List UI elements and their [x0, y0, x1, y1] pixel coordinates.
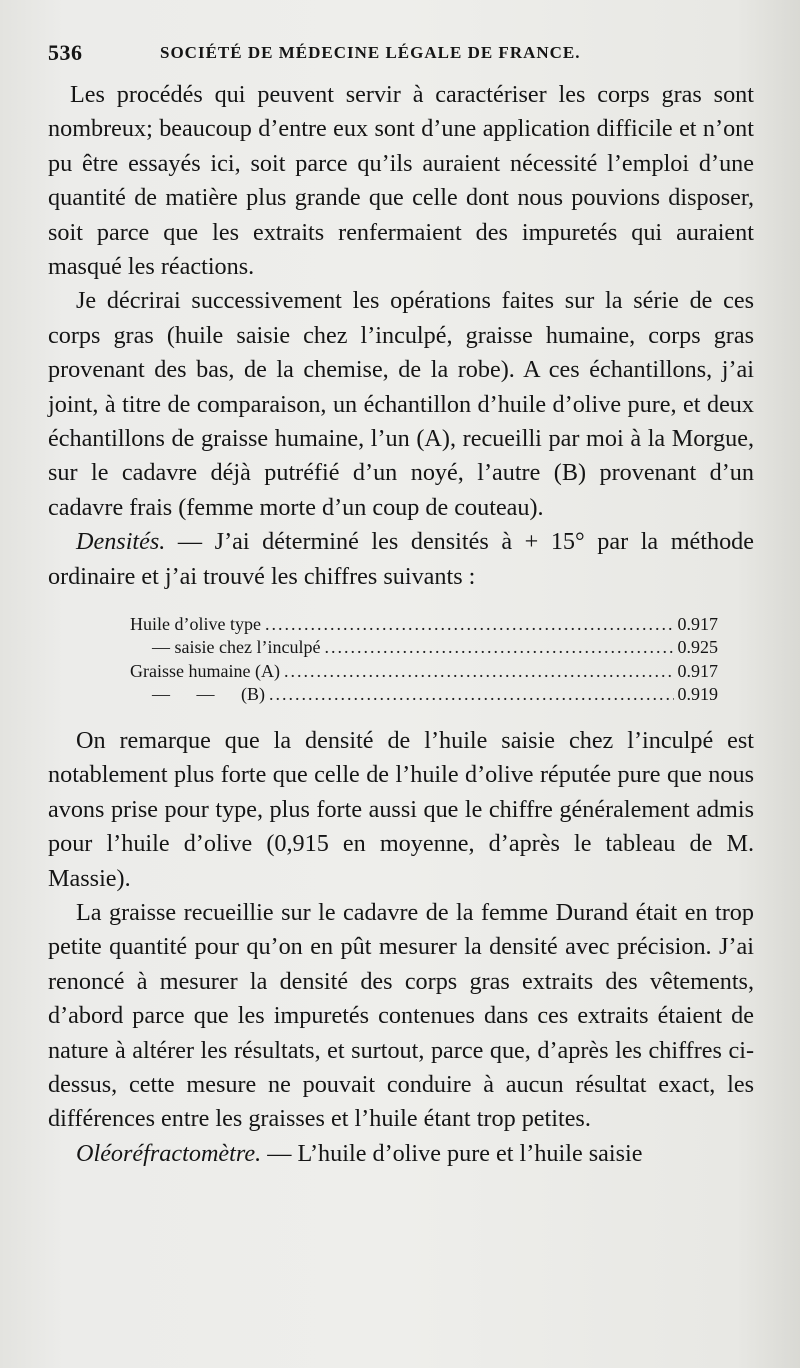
density-row [130, 683, 718, 706]
page-body [48, 78, 754, 1171]
density-value: 0.925 [677, 637, 718, 658]
section-heading-densites: Densités. [76, 528, 166, 556]
section-heading-oleorefractometre: Oléoréfractomètre. [76, 1139, 262, 1167]
density-table [130, 613, 718, 706]
leader-dots [284, 660, 674, 683]
leader-dots [269, 683, 674, 706]
leader-dots [265, 613, 674, 636]
paragraph-densites [48, 525, 754, 594]
density-label: Graisse humaine (A) [130, 660, 280, 681]
density-row [130, 660, 718, 683]
density-row [130, 613, 718, 636]
paragraph-procedes: Les procédés qui peuvent servir à caractériser les corps gras sont nombreux; beaucoup d’entre eux sont d’une application difficile et n’ont pu être essayés ici, soit parce qu’ils auraient nécessité l’emploi d’une quantité de matière plus grande que celle dont nous pouvions disposer, soit parce que les extraits renfermaient des impuretés qui auraient masqué les réactions. [48, 81, 754, 281]
density-value: 0.917 [677, 660, 718, 681]
density-value: 0.919 [677, 683, 718, 704]
page-number: 536 [48, 40, 83, 65]
density-label: — saisie chez l’inculpé [152, 637, 321, 658]
density-row [130, 636, 718, 659]
page-header [48, 40, 748, 74]
leader-dots [324, 636, 673, 659]
paragraph-oleorefractometre [48, 1137, 754, 1171]
paragraph-remarque: On remarque que la densité de l’huile saisie chez l’inculpé est notablement plus forte que celle de l’huile d’olive réputée pure que nous avons prise pour type, plus forte aussi que le chiffre généralement admis pour l’huile d’olive (0,915 en moyenne, d’après le tableau de M. Massie). [48, 726, 754, 892]
paragraph-oleorefractometre-text: — L’huile d’olive pure et l’huile saisie [261, 1139, 643, 1167]
density-label: — — (B) [152, 683, 265, 704]
paragraph-operations: Je décrirai successivement les opérations faites sur la série de ces corps gras (huile saisie chez l’inculpé, graisse humaine, corps gras provenant des bas, de la chemise, de la robe). A ces échantillons, j’ai joint, à titre de comparaison, un échantillon d’huile d’olive pure, et deux échantillons de graisse humaine, l’un (A), recueilli par moi à la Morgue, sur le cadavre déjà putréfié d’un noyé, l’autre (B) provenant d’un cadavre frais (femme morte d’un coup de couteau). [48, 287, 754, 521]
running-title: SOCIÉTÉ DE MÉDECINE LÉGALE DE FRANCE. [160, 43, 581, 62]
paragraph-graisse-durand: La graisse recueillie sur le cadavre de la femme Durand était en trop petite quantité pour qu’on en pût mesurer la densité avec précision. J’ai renoncé à mesurer la densité des corps gras extraits des vêtements, d’abord parce que les impuretés contenues dans ces extraits étaient de nature à altérer les résultats, et surtout, parce que, d’après les chiffres ci-dessus, cette mesure ne pouvait conduire à aucun résultat exact, les différences entre les graisses et l’huile étant trop petites. [48, 898, 754, 1133]
density-label: Huile d’olive type [130, 614, 261, 635]
paragraph-densites-text: — J’ai déterminé les densités à + 15° par la méthode ordinaire et j’ai trouvé les chiffres suivants : [48, 528, 754, 590]
density-value: 0.917 [677, 614, 718, 635]
